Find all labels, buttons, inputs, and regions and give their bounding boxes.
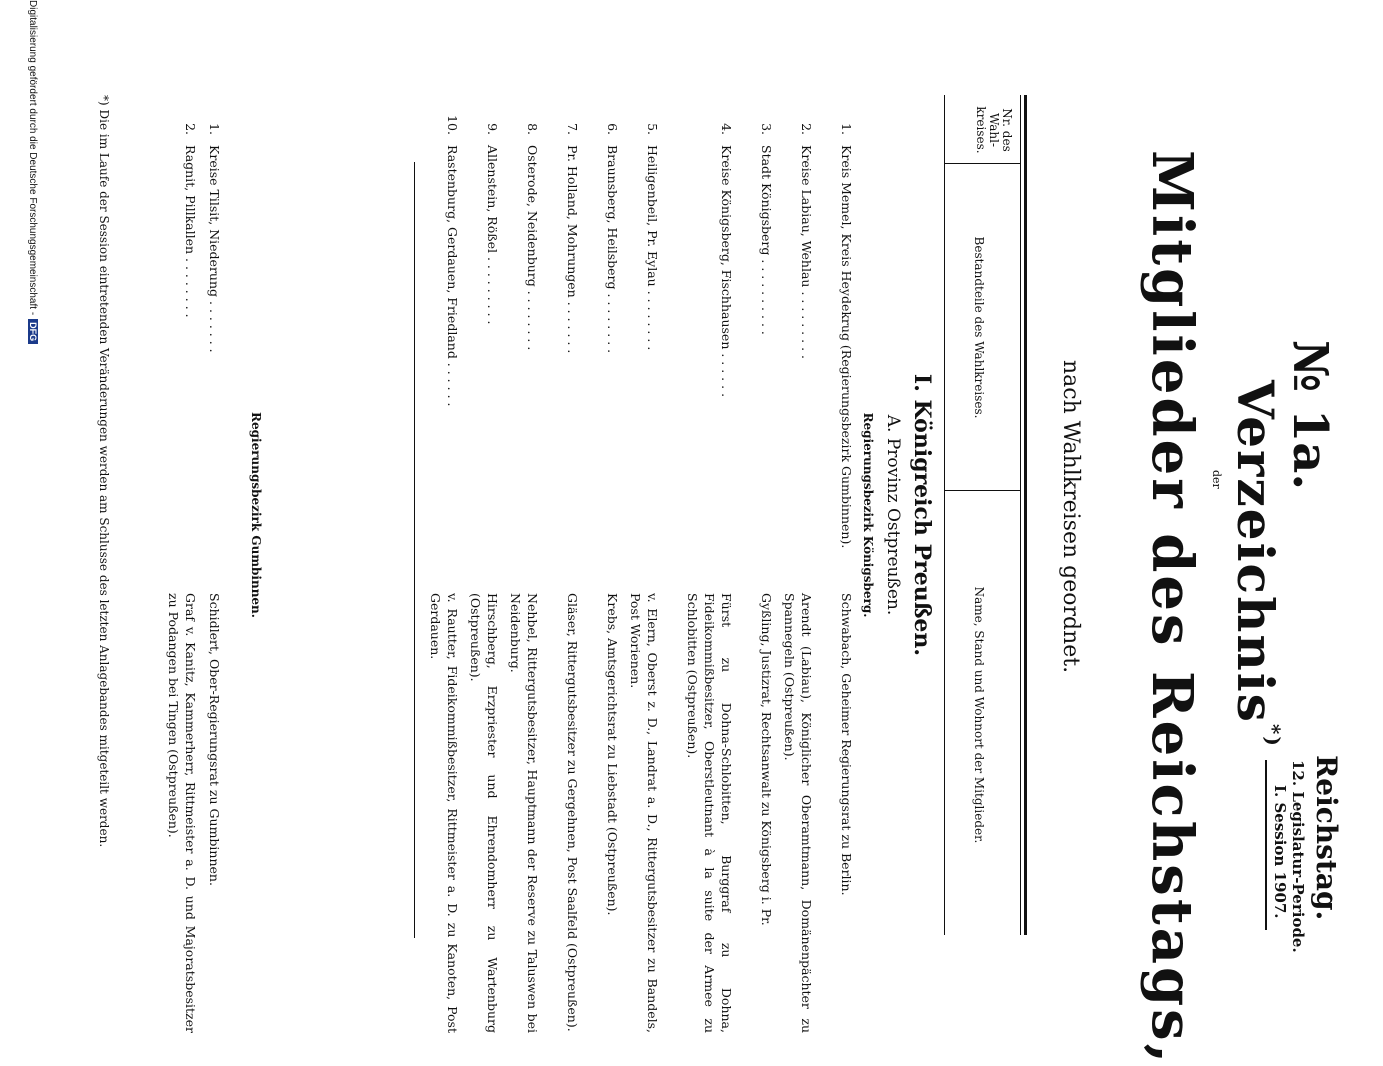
row-member: Hirschberg, Erzpriester und Ehrendomherr zu Wartenburg (Ostpreußen).: [468, 593, 500, 1033]
row-district: Kreis Memel, Kreis Heydekrug (Regierungsbezirk Gumbinnen).: [839, 145, 854, 549]
footnote: *) Die im Laufe der Session eintretenden Veränderungen werden am Schlusse des letzten Anlagebandes mitgeteilt werden.: [97, 95, 111, 848]
row-member: Schidlert, Ober-Regierungsrat zu Gumbinnen.: [207, 593, 222, 886]
row-district: Allenstein, Rößel . . . . . . . . .: [485, 145, 500, 325]
legislative-period: 12. Legislatur-Periode.: [1289, 760, 1307, 953]
row-district: Kreise Tilsit, Niederung . . . . . . .: [207, 145, 222, 353]
row-number: 10.: [445, 115, 460, 135]
title-line1: [1226, 380, 1285, 748]
row-member: Krebs, Amtsgerichtsrat zu Liebstadt (Ostpreußen).: [605, 593, 620, 916]
dfg-logo: DFG: [28, 319, 38, 344]
subsection-title: A. Provinz Ostpreußen.: [883, 414, 903, 616]
section-title: I. Königreich Preußen.: [909, 373, 935, 657]
title-der: der: [1210, 470, 1223, 489]
row-number: 7.: [565, 123, 580, 135]
title-footnote-mark: *): [1261, 723, 1285, 748]
row-number: 6.: [605, 123, 620, 135]
session-label: I. Session 1907.: [1271, 785, 1289, 919]
dfg-credit: Digitalisierung gefördert durch die Deutsche Forschungsgemeinschaft -: [27, 0, 38, 316]
row-member: Gläser, Rittergutsbesitzer zu Gergehnen, Post Saalfeld (Ostpreußen).: [565, 593, 580, 1032]
reichstag-label: Reichstag.: [1310, 755, 1343, 921]
document-number: № 1a.: [1282, 340, 1338, 491]
row-district: Stadt Königsberg . . . . . . . . . .: [759, 145, 774, 335]
district-heading: Regierungsbezirk Königsberg.: [861, 412, 875, 618]
row-number: 1.: [839, 123, 854, 135]
column-header-district: Bestandteile des Wahlkreises.: [972, 236, 986, 419]
row-member: Gyßling, Justizrat, Rechtsanwalt zu Königsberg i. Pr.: [759, 593, 774, 926]
row-number: 2.: [799, 123, 814, 135]
row-district: Osterode, Neidenburg . . . . . . . .: [525, 145, 540, 351]
row-member: Schwabach, Geheimer Regierungsrat zu Berlin.: [839, 593, 854, 896]
row-number: 9.: [485, 123, 500, 135]
row-number: 2.: [183, 123, 198, 135]
row-member: Arendt (Labiau), Königlicher Oberamtmann, Domänenpächter zu Spannegeln (Ostpreußen).: [782, 593, 814, 1033]
table-col-divider: [945, 490, 1020, 491]
row-member: Fürst zu Dohna-Schlobitten, Burggraf zu Dohna, Fideikommißbesitzer, Oberstleutnant à la suite der Armee zu Schlobitten (Ostpreußen).: [685, 593, 734, 1033]
section-divider: [414, 162, 415, 938]
row-member: Graf v. Kanitz, Kammerherr, Rittmeister a. D. und Majoratsbesitzer zu Podangen bei Tingen (Ostpreußen).: [166, 593, 198, 1033]
title-line3: nach Wahlkreisen geordnet.: [1058, 360, 1083, 674]
table-top-rule: [1024, 95, 1027, 935]
row-district: Ragnit, Pillkallen . . . . . . . .: [183, 145, 198, 318]
title-word: Verzeichnis: [1226, 380, 1285, 724]
dfg-credit-line: [27, 0, 38, 1000]
row-number: 5.: [645, 123, 660, 135]
table-top-rule-thin: [1020, 95, 1021, 935]
row-member: v. Rautter, Fideikommißbesitzer, Rittmeister a. D. zu Kanoten, Post Gerdauen.: [428, 593, 460, 1033]
row-number: 4.: [719, 123, 734, 135]
table-header-rule: [944, 95, 945, 935]
row-member: Nehbel, Rittergutsbesitzer, Hauptmann der Reserve zu Taluswen bei Neidenburg.: [508, 593, 540, 1033]
column-header-number: Nr. des Wahl-kreises.: [974, 106, 1014, 154]
row-district: Pr. Holland, Mohrungen . . . . . . .: [565, 145, 580, 354]
row-district: Heiligenbeil, Pr. Eylau . . . . . . . .: [645, 145, 660, 351]
column-header-members: Name, Stand und Wohnort der Mitglieder.: [972, 586, 986, 844]
row-district: Rastenburg, Gerdauen, Friedland . . . . . .: [445, 145, 460, 407]
row-district: Kreise Königsberg, Fischhausen . . . . . .: [719, 145, 734, 398]
row-number: 1.: [207, 123, 222, 135]
title-line2: Mitglieder des Reichstags,: [1139, 150, 1205, 1066]
row-number: 3.: [759, 123, 774, 135]
row-number: 8.: [525, 123, 540, 135]
row-district: Braunsberg, Heilsberg . . . . . . . .: [605, 145, 620, 354]
row-member: v. Elern, Oberst z. D., Landrat a. D., Rittergutsbesitzer zu Bandels, Post Worienen.: [628, 593, 660, 1033]
header-rule: [1265, 760, 1267, 930]
district-heading: Regierungsbezirk Gumbinnen.: [249, 412, 263, 618]
row-district: Kreise Labiau, Wehlau . . . . . . . . .: [799, 145, 814, 359]
table-col-divider: [945, 163, 1020, 164]
